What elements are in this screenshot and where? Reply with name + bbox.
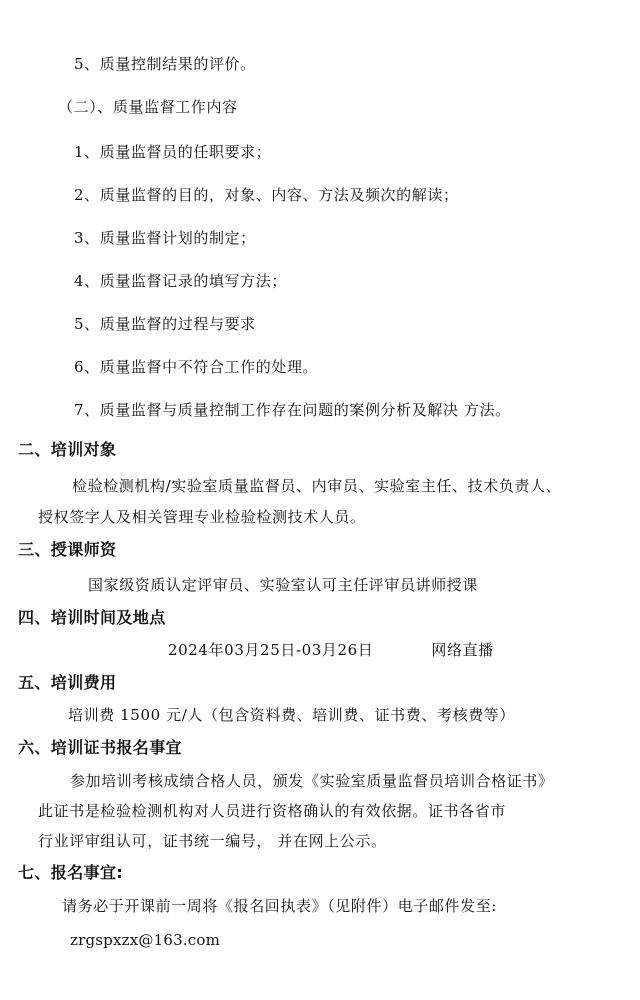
training-place: 网络直播 bbox=[431, 641, 494, 659]
section-heading-audience: 二、培训对象 bbox=[18, 440, 117, 459]
section-heading-certificate: 六、培训证书报名事宜 bbox=[18, 738, 183, 757]
audience-line-1: 检验检测机构/实验室质量监督员、内审员、实验室主任、技术负责人、 bbox=[72, 477, 562, 495]
training-date: 2024年03月25日-03月26日 bbox=[168, 641, 374, 659]
registration-text: 请务必于开课前一周将《报名回执表》（见附件）电子邮件发至: bbox=[62, 897, 497, 915]
fee-text: 培训费 1500 元/人（包含资料费、培训费、证书费、考核费等） bbox=[68, 706, 515, 724]
teachers-text: 国家级资质认定评审员、实验室认可主任评审员讲师授课 bbox=[88, 576, 479, 594]
supervision-item-4: 4、质量监督记录的填写方法； bbox=[74, 272, 287, 290]
certificate-line-2: 此证书是检验检测机构对人员进行资格确认的有效依据。证书各省市 bbox=[38, 802, 507, 820]
supervision-item-1: 1、质量监督员的任职要求； bbox=[74, 143, 272, 161]
section-heading-teachers: 三、授课师资 bbox=[18, 540, 117, 559]
quality-control-item-5: 5、质量控制结果的评价。 bbox=[74, 55, 256, 73]
registration-email[interactable]: zrgspxzx@163.com bbox=[70, 931, 221, 949]
supervision-item-6: 6、质量监督中不符合工作的处理。 bbox=[74, 358, 319, 376]
section-heading-time-place: 四、培训时间及地点 bbox=[18, 608, 166, 627]
supervision-item-2: 2、质量监督的目的，对象、内容、方法及频次的解读； bbox=[74, 186, 459, 204]
section-heading-registration: 七、报名事宜: bbox=[18, 863, 124, 882]
section-heading-fee: 五、培训费用 bbox=[18, 673, 117, 692]
audience-line-2: 授权签字人及相关管理专业检验检测技术人员。 bbox=[38, 508, 366, 526]
time-place-line bbox=[168, 640, 494, 660]
supervision-item-5: 5、质量监督的过程与要求 bbox=[74, 315, 256, 333]
certificate-line-1: 参加培训考核成绩合格人员，颁发《实验室质量监督员培训合格证书》 bbox=[70, 772, 554, 790]
supervision-item-7: 7、质量监督与质量控制工作存在问题的案例分析及解决 方法。 bbox=[74, 401, 511, 419]
supervision-item-3: 3、质量监督计划的制定； bbox=[74, 229, 256, 247]
supervision-subtitle: （二）、质量监督工作内容 bbox=[58, 98, 238, 116]
certificate-line-3: 行业评审组认可，证书统一编号， 并在网上公示。 bbox=[38, 832, 387, 850]
